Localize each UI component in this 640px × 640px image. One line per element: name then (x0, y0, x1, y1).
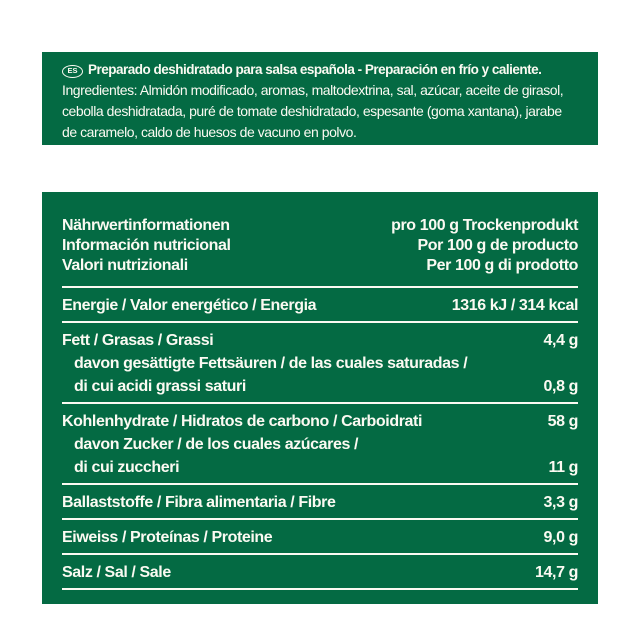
nutrition-row-line (62, 352, 578, 375)
nutrition-per100-line-de: pro 100 g Trockenprodukt (391, 217, 578, 234)
nutrient-label: Ballaststoffe / Fibra alimentaria / Fibre (62, 494, 336, 511)
nutrition-header-per100 (391, 216, 578, 276)
nutrition-row-line (62, 294, 578, 317)
nutrition-panel (42, 192, 598, 604)
language-badge-es: ES (62, 65, 83, 78)
ingredients-panel (42, 52, 598, 145)
nutrition-row-line (62, 329, 578, 352)
nutrition-row (62, 404, 578, 485)
nutrition-row (62, 288, 578, 323)
nutrient-value: 1316 kJ / 314 kcal (451, 297, 578, 314)
nutrition-per100-line-es: Por 100 g de producto (417, 237, 578, 254)
nutrient-label: davon gesättigte Fettsäuren / de las cuales saturadas / (74, 355, 468, 372)
nutrient-value: 14,7 g (535, 564, 578, 581)
ingredients-text: Ingredientes: Almidón modificado, aromas, maltodextrina, sal, azúcar, aceite de girasol, cebolla deshidratada, puré de tomate deshidratado, espesante (goma xantana), jarabe de caramelo, caldo de huesos de vacuno en polvo. (62, 82, 564, 140)
nutrition-row (62, 555, 578, 590)
nutrition-row-line (62, 491, 578, 514)
nutrition-row-line (62, 456, 578, 479)
nutrient-label: Kohlenhydrate / Hidratos de carbono / Carboidrati (62, 413, 423, 430)
nutrient-value: 58 g (547, 413, 578, 430)
nutrition-row-line (62, 433, 578, 456)
nutrient-value: 0,8 g (543, 378, 578, 395)
nutrient-value: 3,3 g (543, 494, 578, 511)
nutrient-label: Eiweiss / Proteínas / Proteine (62, 529, 273, 546)
nutrient-label: davon Zucker / de los cuales azúcares / (74, 436, 359, 453)
nutrition-row (62, 520, 578, 555)
product-title: Preparado deshidratado para salsa española - Preparación en frío y caliente. (88, 62, 542, 77)
product-title-line (62, 59, 578, 80)
nutrition-header-line-es: Información nutricional (62, 237, 231, 254)
nutrition-per100-line-it: Per 100 g di prodotto (426, 257, 578, 274)
nutrition-header-titles (62, 216, 231, 276)
nutrition-header-line-it: Valori nutrizionali (62, 257, 188, 274)
nutrient-label: di cui acidi grassi saturi (74, 378, 246, 395)
nutrition-row-line (62, 375, 578, 398)
nutrient-value: 4,4 g (543, 332, 578, 349)
nutrition-header (62, 216, 578, 288)
nutrient-label: Fett / Grasas / Grassi (62, 332, 214, 349)
nutrition-row-line (62, 561, 578, 584)
nutrition-row (62, 323, 578, 404)
nutrition-header-line-de: Nährwertinformationen (62, 217, 230, 234)
nutrient-label: Energie / Valor energético / Energia (62, 297, 317, 314)
nutrition-row-line (62, 526, 578, 549)
nutrition-row (62, 485, 578, 520)
nutrient-label: Salz / Sal / Sale (62, 564, 171, 581)
nutrient-label: di cui zuccheri (74, 459, 180, 476)
nutrition-row-line (62, 410, 578, 433)
nutrient-value: 11 g (548, 459, 578, 476)
nutrient-value: 9,0 g (543, 529, 578, 546)
nutrition-rows (62, 288, 578, 590)
